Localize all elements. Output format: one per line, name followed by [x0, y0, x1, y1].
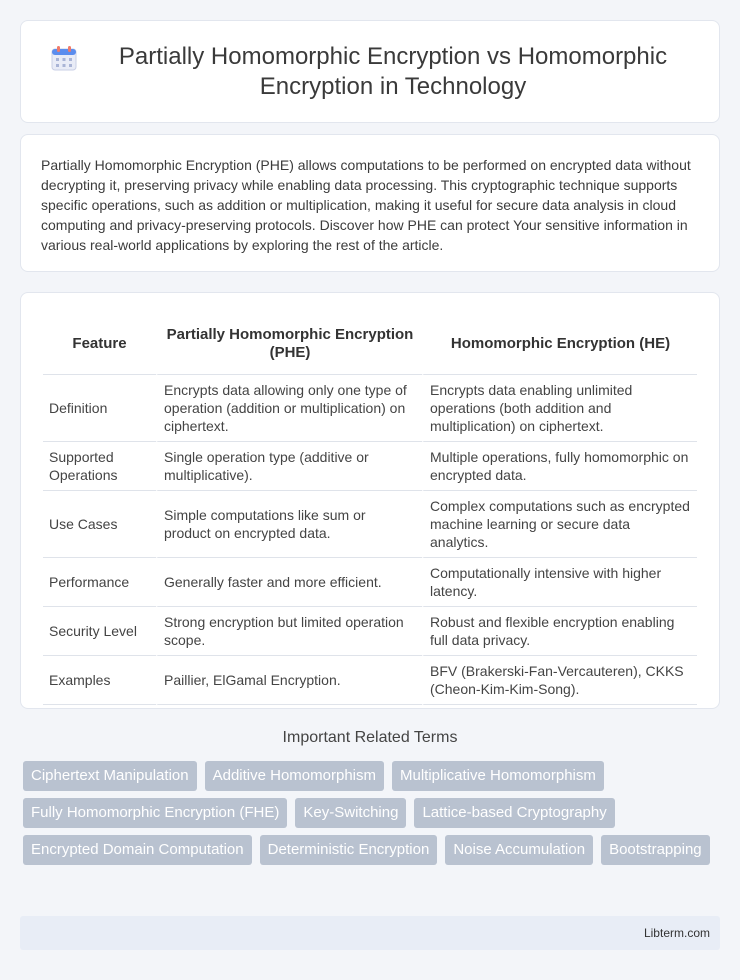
intro-card	[20, 134, 720, 272]
page-title: Partially Homomorphic Encryption vs Homomorphic Encryption in Technology	[118, 42, 668, 100]
row-he-cell: Encrypts data enabling unlimited operations (both addition and multiplication) on ciphertext.	[422, 375, 697, 442]
calendar-icon	[51, 45, 77, 71]
row-phe-cell: Simple computations like sum or product on encrypted data.	[156, 491, 422, 558]
row-he-cell: BFV (Brakerski-Fan-Vercauteren), CKKS (Cheon-Kim-Kim-Song).	[422, 656, 697, 705]
intro-paragraph: Partially Homomorphic Encryption (PHE) allows computations to be performed on encrypted data without decrypting it, preserving privacy while enabling data processing. This cryptographic technique supports specific operations, such as addition or multiplication, making it useful for secure data analysis in cloud computing and privacy-preserving protocols. Discover how PHE can protect Your sensitive information in various real-world applications by exploring the rest of the article.	[41, 157, 691, 253]
row-feature-cell: Examples	[43, 656, 156, 705]
row-he-cell: Computationally intensive with higher latency.	[422, 558, 697, 607]
related-term-tag[interactable]: Key-Switching	[295, 798, 406, 828]
comparison-table	[43, 313, 697, 705]
row-he-cell: Robust and flexible encryption enabling full data privacy.	[422, 607, 697, 656]
row-feature-cell: Definition	[43, 375, 156, 442]
related-term-tag[interactable]: Ciphertext Manipulation	[23, 761, 197, 791]
related-term-tag[interactable]: Multiplicative Homomorphism	[392, 761, 604, 791]
row-phe-cell: Strong encryption but limited operation scope.	[156, 607, 422, 656]
row-he-cell: Multiple operations, fully homomorphic on encrypted data.	[422, 442, 697, 491]
footer-site-link[interactable]: Libterm.com	[643, 926, 710, 940]
row-feature-cell: Use Cases	[43, 491, 156, 558]
related-terms-list	[23, 761, 723, 872]
comparison-table-card	[20, 292, 720, 709]
table-header-row	[43, 313, 697, 375]
column-header-feature: Feature	[43, 313, 156, 375]
header-card	[20, 20, 720, 123]
column-header-he: Homomorphic Encryption (HE)	[422, 313, 697, 375]
row-feature-cell: Supported Operations	[43, 442, 156, 491]
row-feature-cell: Performance	[43, 558, 156, 607]
row-phe-cell: Encrypts data allowing only one type of operation (addition or multiplication) on ciphertext.	[156, 375, 422, 442]
related-terms-heading: Important Related Terms	[282, 729, 458, 746]
related-term-tag[interactable]: Fully Homomorphic Encryption (FHE)	[23, 798, 287, 828]
related-term-tag[interactable]: Encrypted Domain Computation	[23, 835, 252, 865]
related-term-tag[interactable]: Deterministic Encryption	[260, 835, 438, 865]
row-phe-cell: Generally faster and more efficient.	[156, 558, 422, 607]
footer	[20, 916, 720, 950]
table-row	[43, 558, 697, 607]
table-row	[43, 491, 697, 558]
related-term-tag[interactable]: Noise Accumulation	[445, 835, 593, 865]
row-he-cell: Complex computations such as encrypted machine learning or secure data analytics.	[422, 491, 697, 558]
row-feature-cell: Security Level	[43, 607, 156, 656]
table-row	[43, 607, 697, 656]
column-header-phe: Partially Homomorphic Encryption (PHE)	[156, 313, 422, 375]
table-row	[43, 375, 697, 442]
row-phe-cell: Paillier, ElGamal Encryption.	[156, 656, 422, 705]
row-phe-cell: Single operation type (additive or multiplicative).	[156, 442, 422, 491]
table-row	[43, 656, 697, 705]
related-term-tag[interactable]: Additive Homomorphism	[205, 761, 384, 791]
related-term-tag[interactable]: Bootstrapping	[601, 835, 710, 865]
table-row	[43, 442, 697, 491]
related-term-tag[interactable]: Lattice-based Cryptography	[414, 798, 614, 828]
